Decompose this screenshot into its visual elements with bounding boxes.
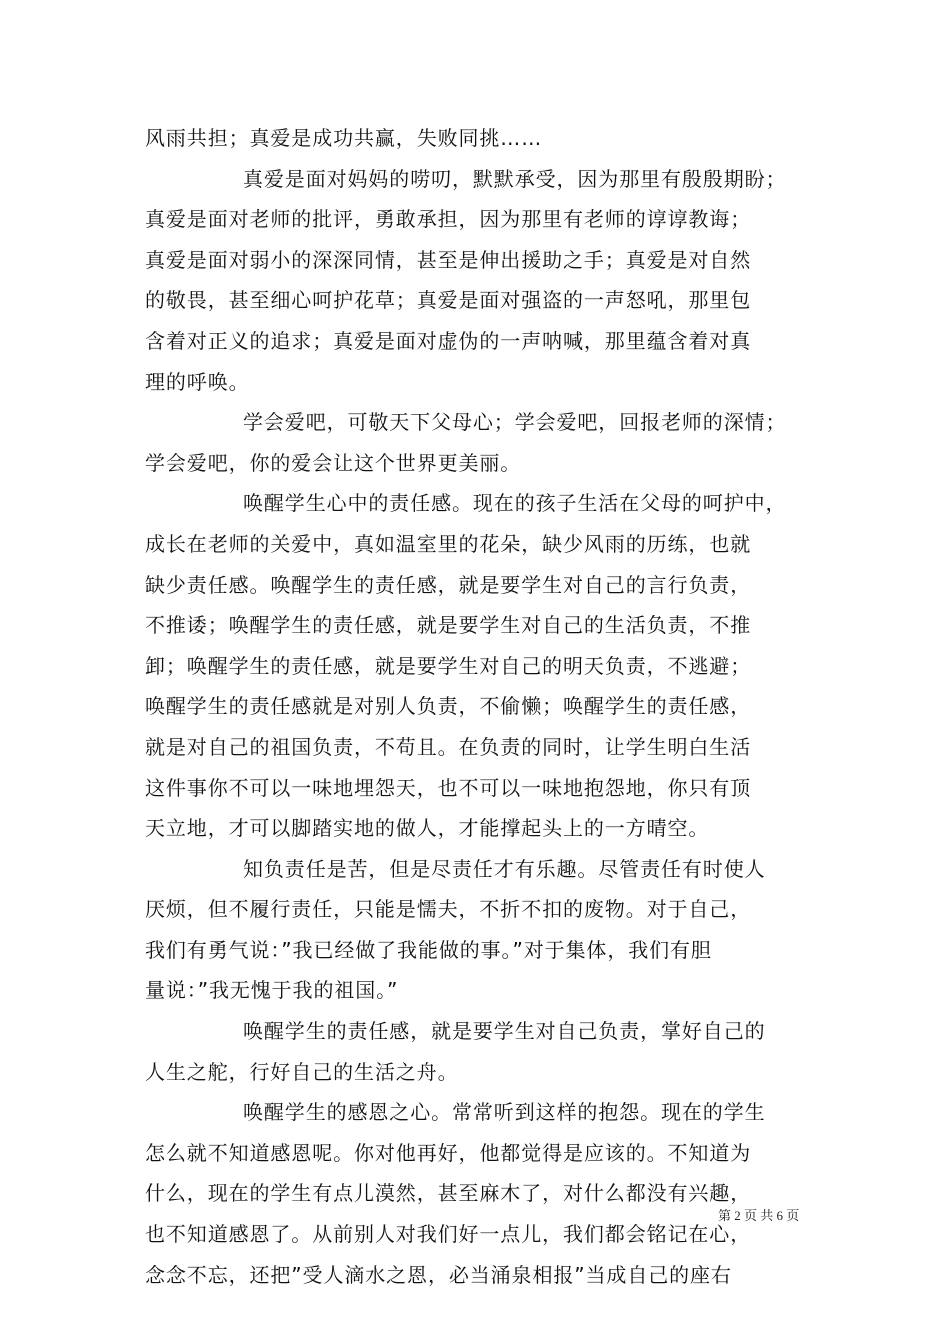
text-line: 就是对自己的祖国负责，不苟且。在负责的同时，让学生明白生活 (145, 734, 752, 759)
text-line: 的敬畏，甚至细心呵护花草；真爱是面对强盗的一声怒吼，那里包 (145, 288, 752, 313)
paragraph-start-line: 知负责任是苦，但是尽责任才有乐趣。尽管责任有时使人 (243, 856, 766, 881)
body-text (145, 118, 810, 1295)
footer-prefix: 第 (718, 1208, 732, 1223)
text-line: 什么，现在的学生有点儿漠然，甚至麻木了，对什么都没有兴趣， (145, 1181, 752, 1206)
footer-middle: 页 共 (744, 1208, 774, 1223)
text-line: 天立地，才可以脚踏实地的做人，才能撑起头上的一方晴空。 (145, 816, 710, 841)
text-line: 真爱是面对老师的批评，勇敢承担，因为那里有老师的谆谆教诲； (145, 207, 752, 232)
text-line: 学会爱吧，你的爱会让这个世界更美丽。 (145, 450, 522, 475)
text-line: 理的呼唤。 (145, 369, 250, 394)
current-page-number: 2 (734, 1208, 741, 1223)
page-number-footer (718, 1205, 799, 1224)
text-line: 不推诿；唤醒学生的责任感，就是要学生对自己的生活负责，不推 (145, 613, 752, 638)
text-line: 念念不忘，还把”受人滴水之恩，必当涌泉相报”当成自己的座右 (145, 1262, 732, 1287)
text-line: 真爱是面对弱小的深深同情，甚至是伸出援助之手；真爱是对自然 (145, 247, 752, 272)
footer-suffix: 页 (786, 1208, 800, 1223)
paragraph-start-line: 学会爱吧，可敬天下父母心；学会爱吧，回报老师的深情； (243, 410, 787, 435)
text-line: 怎么就不知道感恩呢。你对他再好，他都觉得是应该的。不知道为 (145, 1140, 752, 1165)
paragraph-start-line: 唤醒学生心中的责任感。现在的孩子生活在父母的呵护中， (243, 491, 787, 516)
text-line: 我们有勇气说：”我已经做了我能做的事。”对于集体，我们有胆 (145, 937, 712, 962)
text-line: 唤醒学生的责任感就是对别人负责，不偷懒；唤醒学生的责任感， (145, 694, 752, 719)
text-line: 成长在老师的关爱中，真如温室里的花朵，缺少风雨的历练，也就 (145, 531, 752, 556)
text-line: 缺少责任感。唤醒学生的责任感，就是要学生对自己的言行负责， (145, 572, 752, 597)
text-line: 含着对正义的追求；真爱是面对虚伪的一声呐喊，那里蕴含着对真 (145, 328, 752, 353)
text-line: 也不知道感恩了。从前别人对我们好一点儿，我们都会铭记在心， (145, 1222, 752, 1247)
paragraph-start-line: 真爱是面对妈妈的唠叨，默默承受，因为那里有殷殷期盼； (243, 166, 787, 191)
text-line: 人生之舵，行好自己的生活之舟。 (145, 1059, 459, 1084)
paragraph-start-line: 唤醒学生的责任感，就是要学生对自己负责，掌好自己的 (243, 1019, 766, 1044)
text-line: 卸；唤醒学生的责任感，就是要学生对自己的明天负责，不逃避； (145, 653, 752, 678)
text-line: 厌烦，但不履行责任，只能是懦夫，不折不扣的废物。对于自己， (145, 897, 752, 922)
total-page-count: 6 (776, 1208, 784, 1223)
text-line: 量说：”我无愧于我的祖国。” (145, 978, 399, 1003)
text-line: 这件事你不可以一味地埋怨天，也不可以一味地抱怨地，你只有顶 (145, 775, 752, 800)
text-line: 风雨共担；真爱是成功共赢，失败同挑…… (145, 126, 543, 150)
paragraph-start-line: 唤醒学生的感恩之心。常常听到这样的抱怨。现在的学生 (243, 1100, 766, 1125)
